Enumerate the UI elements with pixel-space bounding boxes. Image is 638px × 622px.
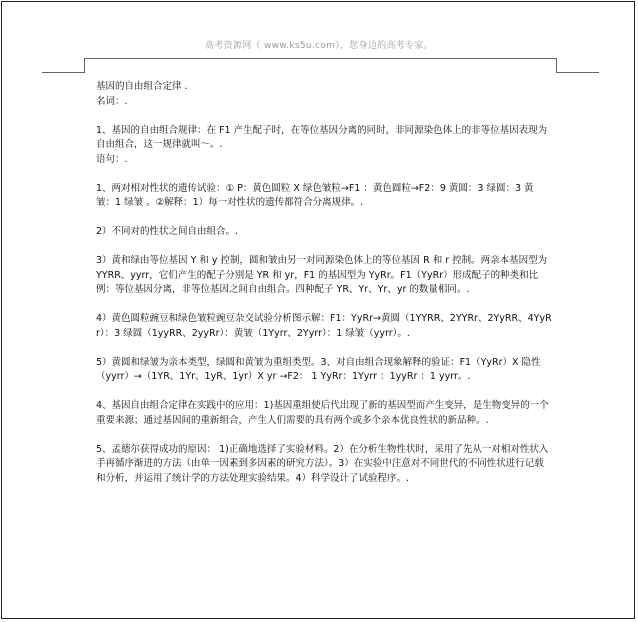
doc-paragraph: 4、基因自由组合定律在实践中的应用：1)基因重组使后代出现了新的基因型而产生变异，是生物变异的一个重要来源；通过基因间的重新组合，产生人们需要的具有两个或多个亲本优良性状的新品种。. [96,400,549,426]
blank-line [96,109,552,124]
doc-line: 名词：. [96,95,128,107]
doc-line: 语句：. [96,153,128,165]
document-body [96,80,552,486]
doc-paragraph: 2）不同对的性状之间自由组合。. [96,226,239,237]
blank-line [96,341,552,356]
doc-paragraph: 5、孟德尔获得成功的原因： 1)正确地选择了实验材料。2）在分析生物性状时，采用了先从一对相对性状入手再循序渐进的方法（由单一因素到多因素的研究方法）。3）在实验中注意对不同世代的不同性状进行记载和分析，并运用了统计学的方法处理实验结果。4）科学设计了试验程序。. [96,443,549,484]
doc-paragraph: 3）黄和绿由等位基因 Y 和 y 控制，圆和皱由另一对同源染色体上的等位基因 R 和 r 控制。两亲本基因型为 YYRR、yyrr，它们产生的配子分别是 YR 和 yr，F1 的基因型为 YyRr。F1（YyRr）形成配子的种类和比例：等位基因分离，非等位基因之间自由组合。四种配子 YR、Yr、Yr、yr 的数量相同。. [96,255,548,295]
header-rule-right [556,58,599,73]
doc-paragraph: 5）黄圆和绿皱为亲本类型，绿圆和黄皱为重组类型。3、对自由组合现象解释的验证：F1（YyRr）X 隐性（yyrr）→（1YR、1Yr、1yR、1yr）X yr →F2： 1 YyRr：1Yyrr ：1yyRr ：1 yyrr。. [96,356,541,382]
doc-paragraph: 1、两对相对性状的遗传试验：① P：黄色圆粒 X 绿色皱粒→F1 ：黄色圆粒→F2：9 黄圆：3 绿圆：3 黄皱：1 绿皱 。②解释：1）每一对性状的遗传都符合分离规律。. [96,182,534,208]
blank-line [96,385,552,400]
blank-line [96,167,552,182]
doc-paragraph: 4）黄色圆粒豌豆和绿色皱粒豌豆杂交试验分析图示解：F1：YyRr→黄圆（1YYRR、2YYRr、2YyRR、4YyRr）：3 绿圆（1yyRR、2yyRr）：黄皱（1Yyrr、2Yyrr）：1 绿皱（yyrr）。. [96,313,552,339]
page-header: 高考资源网（ www.ks5u.com），您身边的高考专家。 [205,41,433,51]
blank-line [96,428,552,443]
header-rule [84,58,556,59]
doc-title: 基因的自由组合定律 . [96,81,188,92]
blank-line [96,211,552,226]
header-rule-left [42,58,85,73]
blank-line [96,240,552,255]
blank-line [96,298,552,313]
doc-paragraph: 1、基因的自由组合规律：在 F1 产生配子时，在等位基因分离的同时，非同源染色体上的非等位基因表现为自由组合，这一规律就叫～。. [96,124,548,150]
